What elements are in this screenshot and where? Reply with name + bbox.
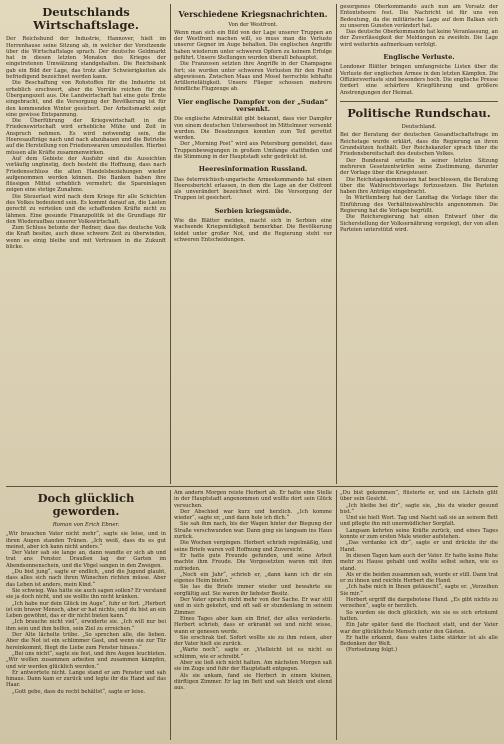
paragraph: gesorgenes Oberkommando auch nun am Vorsatz der Ententeheere fest. Die Nachricht ist für uns von Bedeutung, da die militärische Lage auf dem Balkan sich zu unseren Gunsten verändert hat.	[340, 4, 498, 29]
serial-story-col-3	[340, 490, 498, 740]
paragraph: Die Wochen vergingen. Herbert schrieb regelmäßig, und seine Briefe waren voll Hoffnung und Zuversicht.	[174, 540, 332, 553]
paragraph: „Du bist jung“, sagte er endlich, „und die Jugend glaubt, dass alles sich nach ihren Wünschen richten müsse. Aber das Leben ist anders, mein Kind.“	[6, 569, 166, 588]
paragraph: (Fortsetzung folgt.)	[346, 647, 398, 654]
paragraph: Er hatte gute Freunde gefunden, und seine Arbeit machte ihm Freude. Die Vorgesetzten waren mit ihm zufrieden.	[174, 552, 332, 572]
paragraph: Wenn man sich ein Bild von der Lage unserer Truppen an der Westfront machen will, so muss man die Verluste unserer Gegner im Auge behalten. Die englischen Angriffe haben wiederum unter schweren Opfern zu keinem Erfolge geführt. Unsere Stellungen wurden überall behauptet.	[174, 29, 332, 61]
paragraph: Sie sah ihm nach, bis der Wagen hinter der Biegung der Straße verschwunden war. Dann ging sie langsam ins Haus zurück.	[174, 521, 332, 541]
paragraph: Ein Jahr später fand die Hochzeit statt, und der Vater war der glücklichste Mensch unter den Gästen.	[340, 622, 498, 635]
subheading: Deutschland.	[401, 124, 437, 131]
paragraph: Der „Morning Post“ wird aus Petersburg gemeldet, dass Truppenbewegungen in großem Umfange stattfinden und die Stimmung in der Hauptstadt sehr gedrückt ist.	[174, 141, 332, 161]
paragraph: „Ich bleibe bei dir“, sagte sie, „bis du wieder gesund bist.“	[340, 502, 498, 515]
subheading: Englische Verluste.	[383, 53, 455, 62]
paragraph: Und sie hielt Wort. Tag und Nacht saß sie an seinem Bett und pflegte ihn mit unermüdlicher Sorgfalt.	[340, 515, 498, 528]
paragraph: „Ich brauche nicht viel“, erwiderte sie. „Ich will nur bei ihm sein und ihm helfen, sein Ziel zu erreichen.“	[6, 619, 166, 632]
paragraph: Das deutsche Oberkommando hat keine Veranlassung, an der Zuverlässigkeit der Meldungen zu zweifeln. Die Lage wird weiterhin aufmerksam verfolgt.	[340, 29, 498, 48]
paragraph: In Württemberg hat der Landtag die Vorlage über die Einführung des Verhältniswahlrechts angenommen. Die Regierung hat die Vorlage begrüßt.	[340, 195, 498, 215]
article-column-right	[340, 4, 498, 484]
paragraph: Bei der Beratung der deutschen Gesandtschaftsfrage im Reichstage wurde erklärt, dass die Regierung an ihren Grundsätzen festhält. Der Reichskanzler sprach über die Friedensbereitschaft des deutschen Volkes.	[340, 132, 498, 158]
paragraph: „Wir brauchen Vater nicht mehr“, sagte sie leise, und in ihren Augen standen Tränen. „Ich weiß, dass du es gut meinst, aber ich kann nicht anders.“	[6, 531, 166, 550]
paragraph: Als er die beiden zusammen sah, wurde er still. Dann trat er zu ihnen und reichte Herbert die Hand.	[340, 571, 498, 585]
paragraph: Zum Schluss betonte der Redner, dass das deutsche Volk die Kraft besitze, auch diese schwere Zeit zu überwinden, wenn es einig bleibe und mit Vertrauen in die Zukunft blicke.	[6, 225, 166, 251]
paragraph: Als sie ankam, fand sie Herbert in einem kleinen, dürftigen Zimmer. Er lag im Bett und sah bleich und elend aus.	[174, 672, 332, 692]
column-rule	[336, 490, 337, 740]
paragraph: Die Reichsregierung hat einen Entwurf über die Sicherstellung der Volksernährung vorgelegt, der von allen Parteien unterstützt wird.	[340, 214, 498, 233]
paragraph: Die Steuerlast wird nach dem Kriege für alle Schichten des Volkes bedeutend sein. Es kommt darauf an, die Lasten gerecht zu verteilen und die schaffenden Kräfte nicht zu lähmen. Eine gesunde Finanzpolitik ist die Grundlage für den Wiederaufbau unserer Volkswirtschaft.	[6, 193, 166, 225]
article-title: Politische Rundschau.	[347, 105, 491, 120]
subheading: Vier englische Dampfer von der „Sudan“ versenkt.	[177, 97, 329, 114]
paragraph: Die Überführung der Kriegswirtschaft in die Friedenswirtschaft wird erhebliche Mühe und Zeit in Anspruch nehmen. Es wird notwendig sein, die Heeresaufträge nach und nach abzubauen und die Betriebe auf die Herstellung von Friedenswaren umzustellen. Hierbei müssen alle Kräfte zusammenwirken.	[6, 118, 166, 156]
article-title: Verschiedene Kriegsnachrichten.	[178, 9, 328, 19]
paragraph: So wurden sie doch glücklich, wie sie es sich erträumt hatten.	[340, 609, 498, 622]
serial-story-col-2	[174, 490, 332, 740]
paragraph: Der Vater sprach nicht mehr von der Sache. Er war still und in sich gekehrt, und oft saß er stundenlang in seinem Zimmer.	[174, 597, 332, 616]
subheading: Von der Westfront.	[228, 21, 278, 28]
paragraph: Der Abschied war kurz und herzlich. „Ich komme wieder“, sagte er, „und dann hole ich dich.“	[174, 508, 332, 522]
article-title: Deutschlands Wirtschaftslage.	[33, 5, 139, 32]
paragraph: Er antwortete nicht. Lange stand er am Fenster und sah hinaus. Dann kam er zurück und legte ihr die Hand auf das Haar.	[6, 669, 166, 689]
section-rule	[6, 486, 498, 487]
story-title: Doch glücklich geworden.	[37, 491, 135, 518]
paragraph: Langsam kehrten seine Kräfte zurück, und eines Tages konnte er zum ersten Male wieder aufstehen.	[340, 527, 498, 541]
column-rule	[170, 490, 171, 740]
paragraph: Aber sie ließ sich nicht halten. Am nächsten Morgen saß sie im Zuge und fuhr der Hauptstadt entgegen.	[174, 660, 332, 673]
subheading: Serbien kriegsmüde.	[214, 206, 292, 215]
paragraph: Sie las die Briefe immer wieder und bewahrte sie sorgfältig auf. Sie waren ihr liebster Besitz.	[174, 584, 332, 597]
paragraph: Die Reichstagskommission hat beschlossen, die Beratung über die Wahlrechtsvorlage fortzusetzen. Die Parteien haben ihre Anträge eingebracht.	[340, 176, 498, 196]
paragraph: „Du bist gekommen“, flüsterte er, und ein Lächeln glitt über sein Gesicht.	[340, 490, 498, 503]
section-rule	[340, 101, 498, 102]
story-byline: Roman von Erich Ebner.	[52, 522, 120, 529]
paragraph: In diesen Tagen kam auch der Vater. Er hatte keine Ruhe mehr zu Hause gehabt und wollte selbst sehen, wie es stand.	[340, 552, 498, 572]
paragraph: Die englische Admiralität gibt bekannt, dass vier Dampfer von einem deutschen Unterseeboot im Mittelmeer versenkt wurden. Die Besatzungen konnten zum Teil gerettet werden.	[174, 116, 332, 142]
paragraph: Londoner Blätter bringen umfangreiche Listen über die Verluste der englischen Armee in den letzten Kämpfen. Die Offiziersverluste sind besonders hoch. Die englische Presse fordert eine schärfere Kriegführung und größere Anstrengungen der Heimat.	[340, 64, 498, 96]
paragraph: „Gott gebe, dass du recht behältst“, sagte er leise.	[12, 688, 146, 695]
paragraph: „Warte noch“, sagte er. „Vielleicht ist es nicht so schlimm, wie er schreibt.“	[174, 647, 332, 660]
paragraph: Er hatte erkannt, dass wahre Liebe stärker ist als alle Bedenken der Welt.	[340, 634, 498, 648]
paragraph: Eines Tages aber kam ein Brief, der alles veränderte. Herbert schrieb, dass er erkrankt sei und nicht wisse, wann er genesen werde.	[174, 615, 332, 635]
paragraph: Sie erschrak tief. Sofort wollte sie zu ihm reisen, aber der Vater hielt sie zurück.	[174, 634, 332, 648]
paragraph: Der Reichsbund der Industrie, Hannover, hielt im Herrenhause seine Sitzung ab, in welcher der Vorsitzende über die Wirtschaftslage sprach. Der deutsche Geldmarkt hat in diesen letzten Monaten des Krieges der eingetretenen Umwälzung standgehalten. Die Reichsbank gab ein Bild der Lage, das trotz aller Schwierigkeiten als befriedigend bezeichnet werden kann.	[6, 36, 166, 81]
paragraph: Herbert ergriff die dargebotene Hand. „Es gibt nichts zu verzeihen“, sagte er herzlich.	[340, 597, 498, 610]
paragraph: Das österreichisch-ungarische Armeekommando hat einen Heeresbericht erlassen, in dem die Lage an der Ostfront als unverändert bezeichnet wird. Die Versorgung der Truppen ist gesichert.	[174, 176, 332, 202]
column-rule	[336, 4, 337, 484]
paragraph: Der Vater sah sie lange an, dann wandte er sich ab und trat ans Fenster. Draußen lag der Garten im Abendsonnenschein, und die Vögel sangen in den Zweigen.	[6, 550, 166, 569]
paragraph: Sie schwieg. Was hätte sie auch sagen sollen? Er verstand sie ja doch nicht, und sie wollte ihn nicht kränken.	[6, 587, 166, 601]
paragraph: Wie die Blätter melden, macht sich in Serbien eine wachsende Kriegsmüdigkeit bemerkbar. Die Bevölkerung leidet unter großer Not, und die Regierung steht vor schweren Entscheidungen.	[174, 218, 332, 243]
article-kriegsnachrichten	[174, 4, 332, 484]
paragraph: Die Franzosen setzten ihre Angriffe in der Champagne fort; sie wurden unter schweren Verlusten für den Feind abgewiesen. Zwischen Maas und Mosel herrschte lebhafte Artillerietätigkeit. Unsere Flieger schossen mehrere feindliche Flugzeuge ab.	[174, 61, 332, 93]
paragraph: „Ich habe mich in Ihnen getäuscht“, sagte er. „Verzeihen Sie mir.“	[340, 584, 498, 597]
paragraph: Der Bundesrat erteilte in seiner letzten Sitzung mehreren Gesetzentwürfen seine Zustimmung, darunter der Vorlage über die Kriegsteuer.	[340, 157, 498, 177]
paragraph: Auf dem Gebiete der Ausfuhr sind die Aussichten vorläufig ungünstig, doch besteht die Hoffnung, dass nach Friedensschluss die alten Handelsbeziehungen wieder aufgenommen werden können. Die Banken haben ihre flüssigen Mittel erheblich vermehrt; die Spareinlagen zeigen eine stetige Zunahme.	[6, 155, 166, 194]
paragraph: „Bei uns nicht“, sagte sie fest, und ihre Augen leuchteten. „Wir wollen zusammen arbeiten und zusammen kämpfen, und wir werden glücklich werden.“	[6, 650, 166, 670]
article-wirtschaftslage	[6, 4, 166, 484]
paragraph: Die Beschaffung von Rohstoffen für die Industrie ist erheblich erschwert, aber die Vorräte reichen für die Übergangszeit aus. Die Landwirtschaft hat eine gute Ernte eingebracht, und die Versorgung der Bevölkerung ist für den kommenden Winter gesichert. Der Arbeitsmarkt zeigt eine gewisse Entspannung.	[6, 80, 166, 118]
subheading: Heeresinformation Russland.	[198, 165, 308, 174]
serial-story-col-1	[6, 490, 166, 740]
paragraph: Am andern Morgen reiste Herbert ab. Er hatte eine Stelle in der Hauptstadt angenommen und wollte dort sein Glück versuchen.	[174, 490, 332, 509]
paragraph: „Noch ein Jahr“, schrieb er, „dann kann ich dir ein eigenes Heim bieten.“	[174, 571, 332, 585]
paragraph: „Das verdanke ich dir“, sagte er und drückte ihr die Hand.	[340, 540, 498, 553]
paragraph: Der Alte lächelte trübe. „So sprechen alle, die lieben. Aber die Not ist ein schlimmer Gast, und wenn sie zur Tür hereinkommt, fliegt die Liebe zum Fenster hinaus.“	[6, 632, 166, 651]
column-rule	[170, 4, 171, 484]
paragraph: „Ich habe nur dein Glück im Auge“, fuhr er fort. „Herbert ist ein braver Mensch, aber er hat nichts, und du bist an ein Leben gewöhnt, das er dir nicht bieten kann.“	[6, 600, 166, 620]
